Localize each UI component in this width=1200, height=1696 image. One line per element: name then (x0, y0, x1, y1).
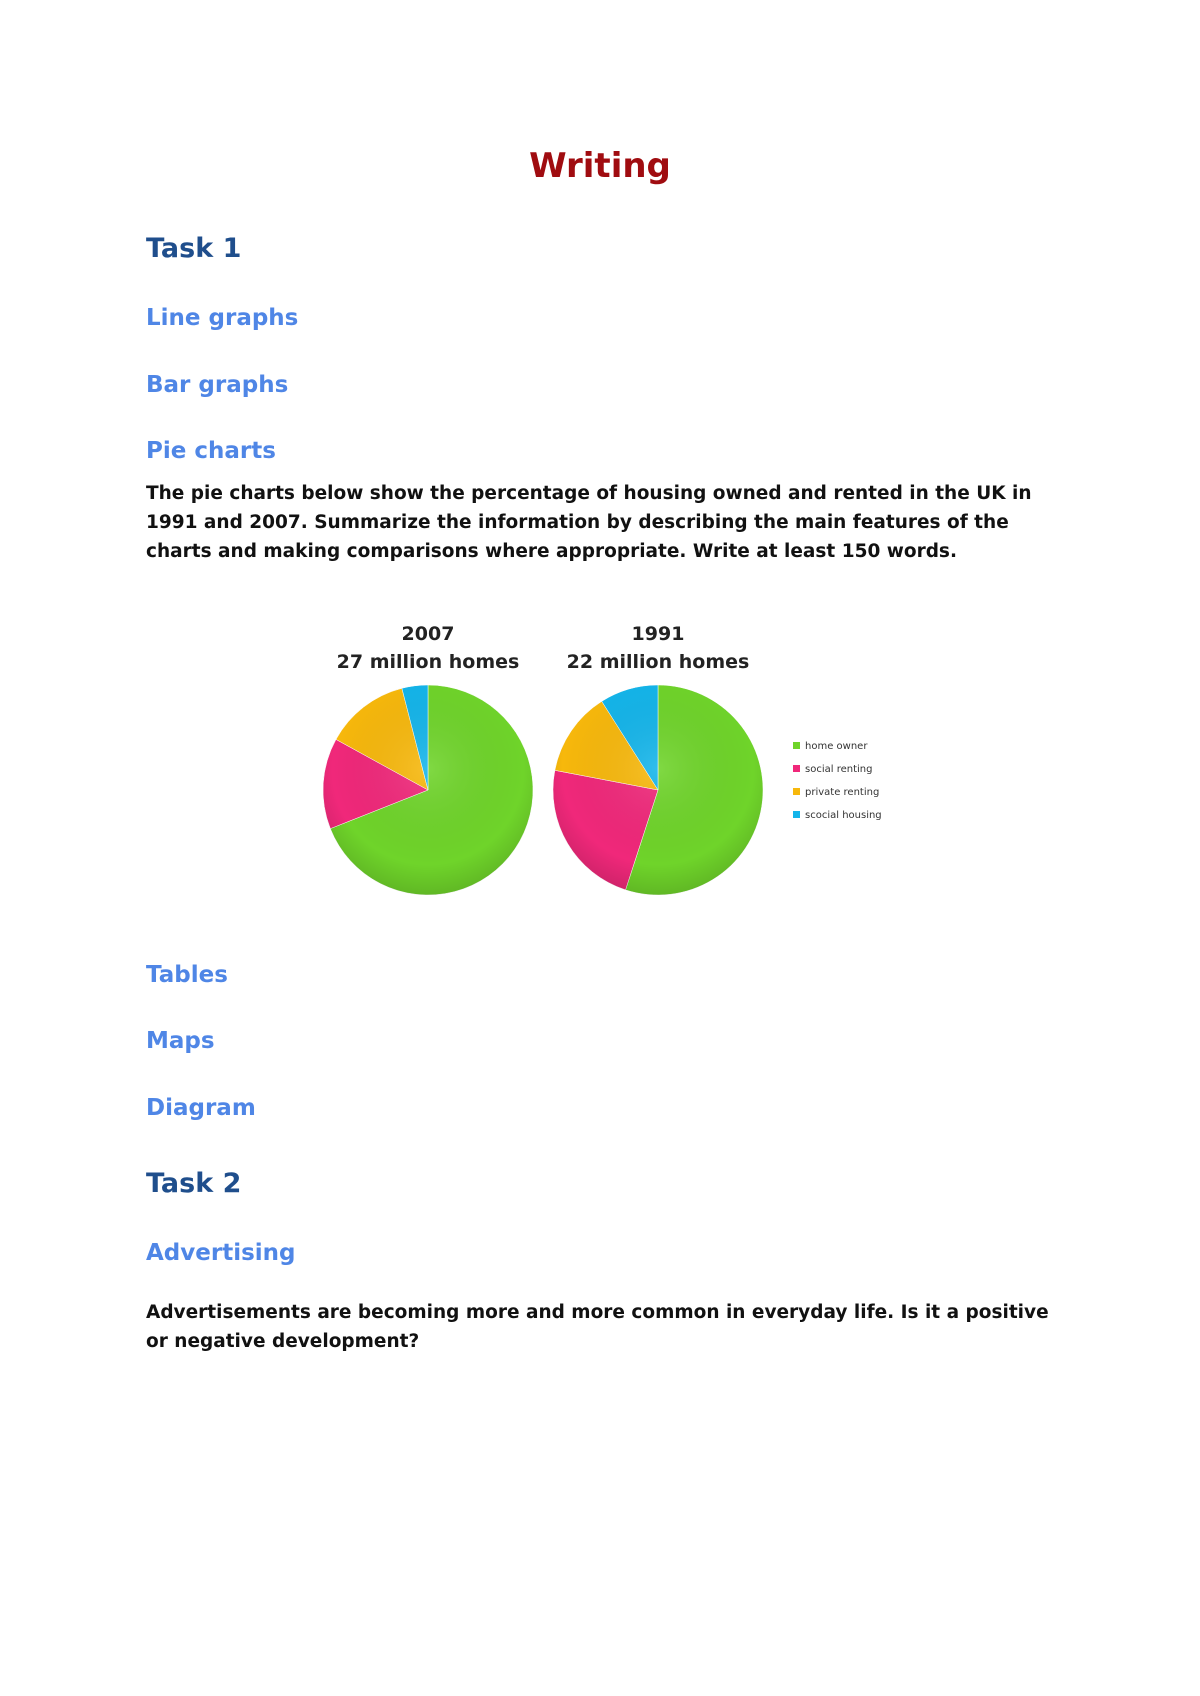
pie-1991-title: 1991 (631, 623, 685, 645)
pie-charts-svg (318, 618, 898, 896)
chart-legend (793, 741, 882, 821)
pie-1991 (553, 685, 763, 895)
legend-swatch-home-owner (793, 742, 800, 749)
maps-heading: Maps (146, 1028, 215, 1054)
pie-2007-title: 2007 (401, 623, 455, 645)
pie-chart-prompt: The pie charts below show the percentage of housing owned and rented in the UK in 1991 and 2007. Summarize the information by describing the main features of the charts and making comparisons where appropriate. Write at least 150 words. (146, 483, 1032, 562)
legend-swatch-social-renting (793, 765, 800, 772)
bar-graphs-heading: Bar graphs (146, 372, 289, 398)
legend-label-social-renting: social renting (805, 764, 873, 775)
tables-heading: Tables (146, 962, 228, 988)
legend-label-home-owner: home owner (805, 741, 868, 752)
advertising-prompt: Advertisements are becoming more and more common in everyday life. Is it a positive or negative development? (146, 1302, 1049, 1352)
pie-2007 (323, 685, 533, 895)
line-graphs-heading: Line graphs (146, 305, 299, 331)
pie-1991-subtitle: 22 million homes (566, 651, 750, 673)
pie-2007-subtitle: 27 million homes (336, 651, 520, 673)
legend-label-social-housing: scocial housing (805, 810, 882, 821)
task2-heading: Task 2 (146, 1168, 242, 1199)
legend-swatch-private-renting (793, 788, 800, 795)
diagram-heading: Diagram (146, 1095, 256, 1121)
pie-charts-figure (318, 618, 898, 896)
page-title: Writing (529, 146, 671, 186)
legend-label-private-renting: private renting (805, 787, 880, 798)
task1-heading: Task 1 (146, 233, 242, 264)
legend-swatch-social-housing (793, 811, 800, 818)
pie-charts-heading: Pie charts (146, 438, 276, 464)
advertising-heading: Advertising (146, 1240, 296, 1266)
